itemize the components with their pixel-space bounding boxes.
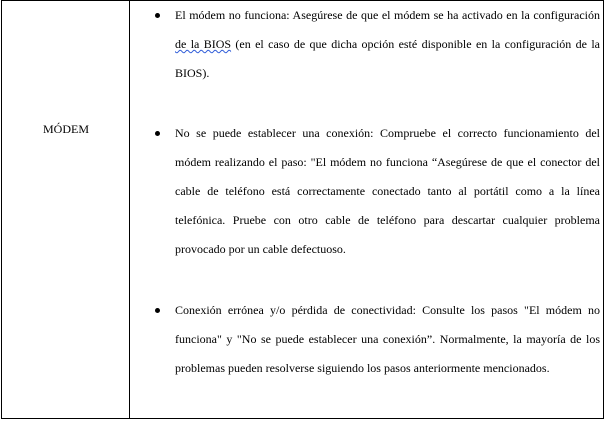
item-text-part: El módem no funciona: Asegúrese de que el módem se ha activado en la configuración: [175, 8, 600, 22]
category-cell: [2, 1, 130, 418]
bullet-icon: [155, 308, 160, 313]
description-cell: [130, 1, 603, 418]
bullet-icon: [155, 131, 160, 136]
troubleshooting-table: [1, 0, 604, 419]
item-text: [175, 1, 600, 88]
bullet-icon: [155, 13, 160, 18]
category-label: MÓDEM: [42, 122, 89, 136]
spellcheck-underlined-text: de la BIOS: [175, 37, 232, 51]
item-text: Conexión errónea y/o pérdida de conectividad: Consulte los pasos "El módem no funciona" y "No se puede establecer una conexión”. Normalmente, la mayoría de los problemas pueden resolverse siguiendo los pasos anteriormente mencionados.: [175, 303, 600, 375]
item-text-part: (en el caso de que dicha opción esté disponible en la configuración de la BIOS).: [175, 37, 601, 80]
item-text: No se puede establecer una conexión: Compruebe el correcto funcionamiento del módem realizando el paso: "El módem no funciona “Asegúrese de que el conector del cable de teléfono está correctamente conectado tanto al portátil como a la línea telefónica. Pruebe con otro cable de teléfono para descartar cualquier problema provocado por un cable defectuoso.: [175, 126, 600, 256]
